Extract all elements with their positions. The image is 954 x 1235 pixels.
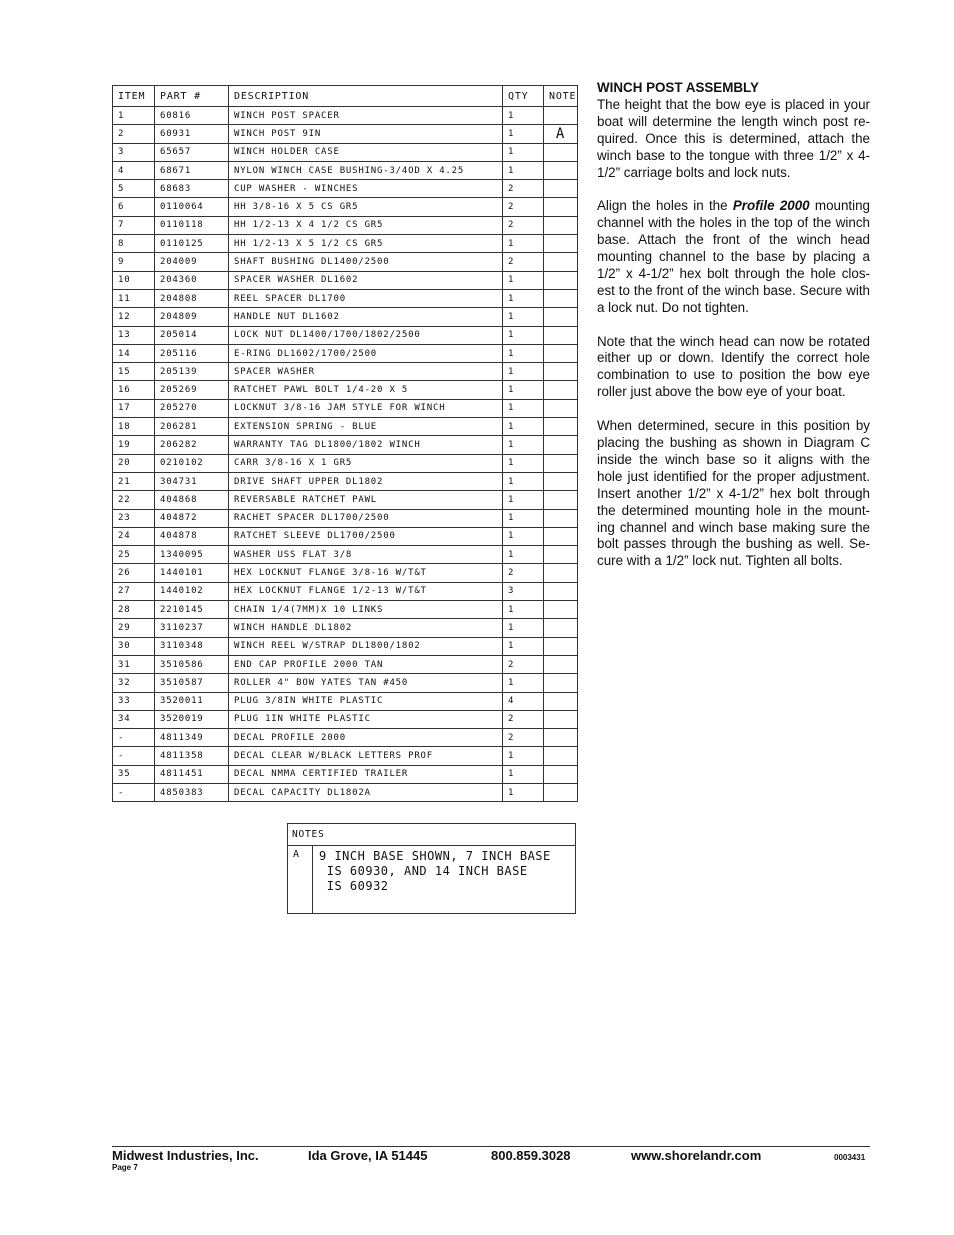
- note-cell: [544, 107, 578, 125]
- item-cell: 11: [113, 289, 155, 307]
- header-note: NOTE: [544, 86, 578, 107]
- item-cell: -: [113, 729, 155, 747]
- table-row: [113, 125, 578, 143]
- note-cell: [544, 729, 578, 747]
- qty-cell: 1: [503, 747, 544, 765]
- qty-cell: 2: [503, 655, 544, 673]
- item-cell: 32: [113, 674, 155, 692]
- description-cell: HH 1/2-13 X 5 1/2 CS GR5: [229, 235, 503, 253]
- part-number-cell: 60816: [155, 107, 229, 125]
- section-title: WINCH POST ASSEMBLY: [597, 80, 759, 95]
- note-cell: [544, 198, 578, 216]
- table-row: [113, 747, 578, 765]
- table-row: [113, 546, 578, 564]
- part-number-cell: 1440102: [155, 582, 229, 600]
- part-number-cell: 4811358: [155, 747, 229, 765]
- part-number-cell: 0110125: [155, 235, 229, 253]
- part-number-cell: 404868: [155, 491, 229, 509]
- item-cell: 22: [113, 491, 155, 509]
- part-number-cell: 205269: [155, 381, 229, 399]
- part-number-cell: 0110118: [155, 216, 229, 234]
- note-cell: [544, 180, 578, 198]
- qty-cell: 3: [503, 582, 544, 600]
- note-cell: [544, 692, 578, 710]
- table-row: [113, 399, 578, 417]
- description-cell: DRIVE SHAFT UPPER DL1802: [229, 472, 503, 490]
- item-cell: -: [113, 747, 155, 765]
- qty-cell: 1: [503, 418, 544, 436]
- description-cell: RACHET SPACER DL1700/2500: [229, 509, 503, 527]
- part-number-cell: 205139: [155, 363, 229, 381]
- description-cell: WINCH HOLDER CASE: [229, 143, 503, 161]
- part-number-cell: 0210102: [155, 454, 229, 472]
- note-cell: [544, 143, 578, 161]
- table-row: [113, 765, 578, 783]
- table-row: [113, 216, 578, 234]
- description-cell: LOCK NUT DL1400/1700/1802/2500: [229, 326, 503, 344]
- item-cell: 1: [113, 107, 155, 125]
- footer-page-number: Page 7: [112, 1163, 138, 1172]
- note-cell: [544, 765, 578, 783]
- qty-cell: 1: [503, 527, 544, 545]
- part-number-cell: 404872: [155, 509, 229, 527]
- qty-cell: 1: [503, 344, 544, 362]
- footer-website: www.shorelandr.com: [631, 1148, 762, 1163]
- description-cell: RATCHET SLEEVE DL1700/2500: [229, 527, 503, 545]
- description-cell: LOCKNUT 3/8-16 JAM STYLE FOR WINCH: [229, 399, 503, 417]
- note-cell: [544, 271, 578, 289]
- table-row: [113, 637, 578, 655]
- notes-row: [288, 846, 575, 913]
- part-number-cell: 4811349: [155, 729, 229, 747]
- item-cell: 16: [113, 381, 155, 399]
- note-cell: [544, 509, 578, 527]
- description-cell: REEL SPACER DL1700: [229, 289, 503, 307]
- note-cell: [544, 363, 578, 381]
- qty-cell: 1: [503, 619, 544, 637]
- note-cell: [544, 601, 578, 619]
- qty-cell: 1: [503, 161, 544, 179]
- table-row: [113, 198, 578, 216]
- table-row: [113, 180, 578, 198]
- qty-cell: 1: [503, 491, 544, 509]
- part-number-cell: 3110348: [155, 637, 229, 655]
- item-cell: -: [113, 783, 155, 801]
- description-cell: DECAL NMMA CERTIFIED TRAILER: [229, 765, 503, 783]
- description-cell: WASHER USS FLAT 3/8: [229, 546, 503, 564]
- qty-cell: 1: [503, 271, 544, 289]
- note-cell: [544, 619, 578, 637]
- note-cell: [544, 655, 578, 673]
- part-number-cell: 60931: [155, 125, 229, 143]
- qty-cell: 1: [503, 107, 544, 125]
- header-part-number: PART #: [155, 86, 229, 107]
- table-row: [113, 783, 578, 801]
- table-row: [113, 235, 578, 253]
- part-number-cell: 1440101: [155, 564, 229, 582]
- note-cell: [544, 564, 578, 582]
- table-row: [113, 729, 578, 747]
- qty-cell: 2: [503, 216, 544, 234]
- note-cell: [544, 454, 578, 472]
- part-number-cell: 206282: [155, 436, 229, 454]
- qty-cell: 1: [503, 381, 544, 399]
- qty-cell: 4: [503, 692, 544, 710]
- item-cell: 30: [113, 637, 155, 655]
- part-number-cell: 2210145: [155, 601, 229, 619]
- qty-cell: 1: [503, 308, 544, 326]
- note-cell: [544, 783, 578, 801]
- note-cell: [544, 326, 578, 344]
- table-row: [113, 454, 578, 472]
- description-cell: NYLON WINCH CASE BUSHING-3/4OD X 4.25: [229, 161, 503, 179]
- qty-cell: 2: [503, 253, 544, 271]
- parts-list-table: [112, 85, 578, 802]
- item-cell: 21: [113, 472, 155, 490]
- part-number-cell: 4850383: [155, 783, 229, 801]
- description-cell: EXTENSION SPRING - BLUE: [229, 418, 503, 436]
- note-cell: [544, 235, 578, 253]
- item-cell: 2: [113, 125, 155, 143]
- description-cell: E-RING DL1602/1700/2500: [229, 344, 503, 362]
- note-cell: [544, 161, 578, 179]
- header-item: ITEM: [113, 86, 155, 107]
- paragraph-2-start: Align the holes in the: [597, 198, 733, 214]
- note-cell: [544, 472, 578, 490]
- item-cell: 29: [113, 619, 155, 637]
- part-number-cell: 204809: [155, 308, 229, 326]
- description-cell: WARRANTY TAG DL1800/1802 WINCH: [229, 436, 503, 454]
- qty-cell: 1: [503, 125, 544, 143]
- part-number-cell: 3510587: [155, 674, 229, 692]
- description-cell: DECAL PROFILE 2000: [229, 729, 503, 747]
- qty-cell: 1: [503, 436, 544, 454]
- description-cell: HH 1/2-13 X 4 1/2 CS GR5: [229, 216, 503, 234]
- note-cell: [544, 436, 578, 454]
- part-number-cell: 65657: [155, 143, 229, 161]
- paragraph-3: Note that the winch head can now be rotated either up or down. Identify the correct hole combination to use to position the bow eye roller just above the bow eye of your boat.: [597, 333, 870, 400]
- table-row: [113, 674, 578, 692]
- item-cell: 27: [113, 582, 155, 600]
- qty-cell: 1: [503, 509, 544, 527]
- assembly-instructions: [597, 80, 870, 587]
- note-cell: [544, 637, 578, 655]
- qty-cell: 2: [503, 180, 544, 198]
- qty-cell: 2: [503, 729, 544, 747]
- qty-cell: 1: [503, 674, 544, 692]
- qty-cell: 1: [503, 601, 544, 619]
- qty-cell: 1: [503, 235, 544, 253]
- description-cell: CUP WASHER - WINCHES: [229, 180, 503, 198]
- parts-table-header-row: [113, 86, 578, 107]
- part-number-cell: 3510586: [155, 655, 229, 673]
- description-cell: CHAIN 1/4(7MM)X 10 LINKS: [229, 601, 503, 619]
- table-row: [113, 363, 578, 381]
- table-row: [113, 161, 578, 179]
- qty-cell: 2: [503, 198, 544, 216]
- description-cell: WINCH REEL W/STRAP DL1800/1802: [229, 637, 503, 655]
- part-number-cell: 1340095: [155, 546, 229, 564]
- qty-cell: 1: [503, 783, 544, 801]
- description-cell: ROLLER 4" BOW YATES TAN #450: [229, 674, 503, 692]
- item-cell: 23: [113, 509, 155, 527]
- qty-cell: 1: [503, 289, 544, 307]
- description-cell: HEX LOCKNUT FLANGE 3/8-16 W/T&T: [229, 564, 503, 582]
- item-cell: 15: [113, 363, 155, 381]
- table-row: [113, 564, 578, 582]
- description-cell: DECAL CLEAR W/BLACK LETTERS PROF: [229, 747, 503, 765]
- table-row: [113, 582, 578, 600]
- note-cell: [544, 399, 578, 417]
- part-number-cell: 4811451: [155, 765, 229, 783]
- part-number-cell: 205116: [155, 344, 229, 362]
- footer-location: Ida Grove, IA 51445: [308, 1148, 428, 1163]
- part-number-cell: 204360: [155, 271, 229, 289]
- table-row: [113, 107, 578, 125]
- qty-cell: 1: [503, 326, 544, 344]
- table-row: [113, 472, 578, 490]
- description-cell: RATCHET PAWL BOLT 1/4-20 X 5: [229, 381, 503, 399]
- part-number-cell: 204808: [155, 289, 229, 307]
- notes-letter: A: [288, 846, 313, 913]
- description-cell: CARR 3/8-16 X 1 GR5: [229, 454, 503, 472]
- qty-cell: 1: [503, 143, 544, 161]
- description-cell: WINCH HANDLE DL1802: [229, 619, 503, 637]
- table-row: [113, 619, 578, 637]
- qty-cell: 1: [503, 765, 544, 783]
- product-name: Profile 2000: [732, 198, 810, 214]
- qty-cell: 1: [503, 472, 544, 490]
- footer-doc-number: 0003431: [834, 1153, 866, 1162]
- qty-cell: 1: [503, 399, 544, 417]
- note-cell: [544, 253, 578, 271]
- description-cell: REVERSABLE RATCHET PAWL: [229, 491, 503, 509]
- qty-cell: 2: [503, 710, 544, 728]
- part-number-cell: 404878: [155, 527, 229, 545]
- description-cell: SHAFT BUSHING DL1400/2500: [229, 253, 503, 271]
- note-cell: A: [544, 125, 578, 143]
- note-cell: [544, 491, 578, 509]
- item-cell: 13: [113, 326, 155, 344]
- footer-phone: 800.859.3028: [491, 1148, 571, 1163]
- table-row: [113, 436, 578, 454]
- qty-cell: 1: [503, 454, 544, 472]
- part-number-cell: 68671: [155, 161, 229, 179]
- footer-divider: [112, 1146, 870, 1147]
- qty-cell: 2: [503, 564, 544, 582]
- description-cell: HH 3/8-16 X 5 CS GR5: [229, 198, 503, 216]
- part-number-cell: 205270: [155, 399, 229, 417]
- paragraph-2-end: mounting channel with the holes in the top of the winch base. Attach the front of the winch head mounting channel to the base by placing a 1/2” x 4-1/2” hex bolt through the hole clos-est to the front of the winch base. Secure with a lock nut. Do not tighten.: [597, 198, 870, 315]
- description-cell: SPACER WASHER: [229, 363, 503, 381]
- table-row: [113, 710, 578, 728]
- item-cell: 31: [113, 655, 155, 673]
- item-cell: 8: [113, 235, 155, 253]
- header-qty: QTY: [503, 86, 544, 107]
- notes-header: NOTES: [288, 824, 575, 846]
- item-cell: 7: [113, 216, 155, 234]
- item-cell: 6: [113, 198, 155, 216]
- notes-box: [287, 823, 576, 914]
- item-cell: 18: [113, 418, 155, 436]
- note-cell: [544, 674, 578, 692]
- table-row: [113, 418, 578, 436]
- item-cell: 4: [113, 161, 155, 179]
- footer-company: Midwest Industries, Inc.: [112, 1148, 259, 1163]
- note-cell: [544, 527, 578, 545]
- table-row: [113, 253, 578, 271]
- part-number-cell: 3520019: [155, 710, 229, 728]
- item-cell: 35: [113, 765, 155, 783]
- item-cell: 14: [113, 344, 155, 362]
- table-row: [113, 601, 578, 619]
- description-cell: PLUG 1IN WHITE PLASTIC: [229, 710, 503, 728]
- note-cell: [544, 381, 578, 399]
- item-cell: 24: [113, 527, 155, 545]
- item-cell: 17: [113, 399, 155, 417]
- table-row: [113, 344, 578, 362]
- item-cell: 28: [113, 601, 155, 619]
- table-row: [113, 326, 578, 344]
- description-cell: DECAL CAPACITY DL1802A: [229, 783, 503, 801]
- qty-cell: 1: [503, 363, 544, 381]
- note-cell: [544, 582, 578, 600]
- note-cell: [544, 418, 578, 436]
- item-cell: 9: [113, 253, 155, 271]
- table-row: [113, 491, 578, 509]
- item-cell: 26: [113, 564, 155, 582]
- description-cell: SPACER WASHER DL1602: [229, 271, 503, 289]
- description-cell: HEX LOCKNUT FLANGE 1/2-13 W/T&T: [229, 582, 503, 600]
- item-cell: 33: [113, 692, 155, 710]
- table-row: [113, 527, 578, 545]
- paragraph-4: When determined, secure in this position by placing the bushing as shown in Diagram C inside the winch base so it aligns with the hole just identified for the proper adjustment. Insert another 1/2” x 4-1/2” hex bolt through the determined mounting hole in the mount-ing channel and winch base making sure the bolt passes through the bushing as well. Se-cure with a 1/2” lock nut. Tighten all bolts.: [597, 418, 870, 569]
- item-cell: 19: [113, 436, 155, 454]
- part-number-cell: 304731: [155, 472, 229, 490]
- item-cell: 12: [113, 308, 155, 326]
- part-number-cell: 3110237: [155, 619, 229, 637]
- part-number-cell: 206281: [155, 418, 229, 436]
- paragraph-2: [597, 198, 870, 316]
- header-description: DESCRIPTION: [229, 86, 503, 107]
- part-number-cell: 205014: [155, 326, 229, 344]
- note-cell: [544, 216, 578, 234]
- table-row: [113, 509, 578, 527]
- description-cell: END CAP PROFILE 2000 TAN: [229, 655, 503, 673]
- qty-cell: 1: [503, 546, 544, 564]
- description-cell: HANDLE NUT DL1602: [229, 308, 503, 326]
- qty-cell: 1: [503, 637, 544, 655]
- part-number-cell: 0110064: [155, 198, 229, 216]
- item-cell: 20: [113, 454, 155, 472]
- paragraph-1: The height that the bow eye is placed in your boat will determine the length winch post re-quired. Once this is determined, attach the winch base to the tongue with three 1/2” x 4-1/2” carriage bolts and lock nuts.: [597, 96, 870, 180]
- notes-text: 9 INCH BASE SHOWN, 7 INCH BASE IS 60930, AND 14 INCH BASE IS 60932: [319, 849, 551, 893]
- table-row: [113, 381, 578, 399]
- part-number-cell: 3520011: [155, 692, 229, 710]
- item-cell: 5: [113, 180, 155, 198]
- table-row: [113, 143, 578, 161]
- note-cell: [544, 308, 578, 326]
- table-row: [113, 655, 578, 673]
- description-cell: WINCH POST SPACER: [229, 107, 503, 125]
- table-row: [113, 308, 578, 326]
- item-cell: 25: [113, 546, 155, 564]
- item-cell: 3: [113, 143, 155, 161]
- note-cell: [544, 747, 578, 765]
- item-cell: 10: [113, 271, 155, 289]
- note-cell: [544, 546, 578, 564]
- item-cell: 34: [113, 710, 155, 728]
- table-row: [113, 271, 578, 289]
- description-cell: WINCH POST 9IN: [229, 125, 503, 143]
- table-row: [113, 692, 578, 710]
- part-number-cell: 204009: [155, 253, 229, 271]
- note-cell: [544, 710, 578, 728]
- part-number-cell: 68683: [155, 180, 229, 198]
- description-cell: PLUG 3/8IN WHITE PLASTIC: [229, 692, 503, 710]
- note-cell: [544, 289, 578, 307]
- table-row: [113, 289, 578, 307]
- note-cell: [544, 344, 578, 362]
